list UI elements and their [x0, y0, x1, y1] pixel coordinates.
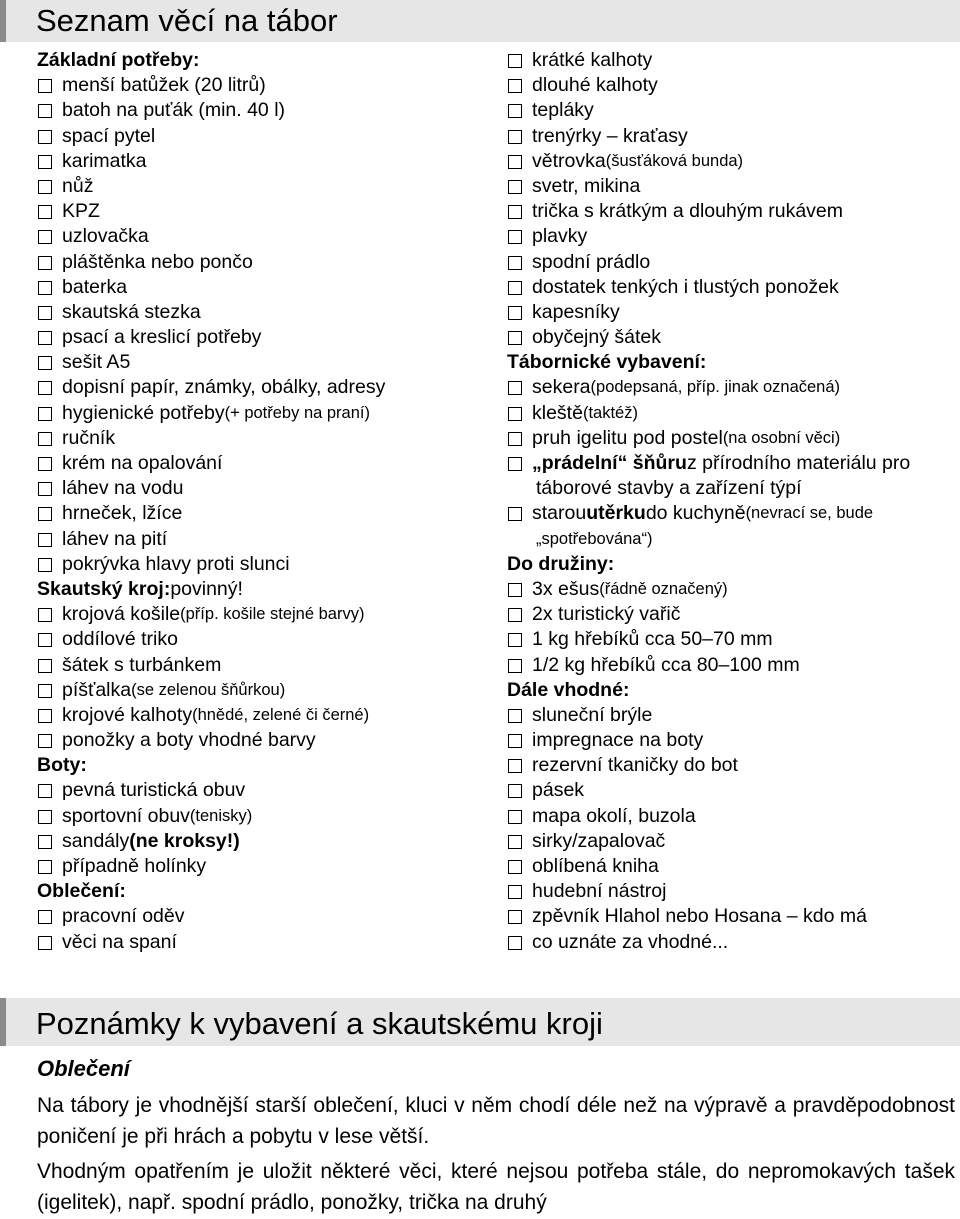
checkbox[interactable] [508, 457, 522, 471]
category-heading [37, 48, 477, 73]
checklist-item [507, 904, 957, 929]
notes-paragraph-1: Na tábory je vhodnější starší oblečení, kluci v něm chodí déle než na výpravě a pravděpodobnost poničení je při hrách a pobytu v lese větší. [37, 1094, 955, 1148]
checklist-item [507, 375, 957, 400]
checkbox[interactable] [508, 205, 522, 219]
checkbox[interactable] [508, 633, 522, 647]
item-text: sandály [62, 829, 130, 852]
item-bold-text: „prádelní“ šňůru [532, 452, 687, 474]
checklist-item [507, 653, 957, 678]
item-text: kapesníky [532, 300, 620, 323]
checkbox[interactable] [38, 835, 52, 849]
item-text: z přírodního materiálu pro [686, 452, 911, 474]
item-text: do kuchyně [645, 502, 746, 525]
checklist-item [507, 174, 957, 199]
checklist-item [507, 577, 957, 602]
item-text: sekera [532, 376, 591, 399]
checkbox[interactable] [508, 104, 522, 118]
checkbox[interactable] [508, 54, 522, 68]
item-text: sešit A5 [62, 351, 131, 374]
checkbox[interactable] [38, 432, 52, 446]
notes-title-bar [0, 998, 960, 1046]
item-text: pracovní oděv [62, 905, 185, 928]
checklist-item [37, 149, 477, 174]
checklist-item [507, 804, 957, 829]
item-bold-text: utěrku [586, 502, 646, 525]
item-text: batoh na puťák (min. 40 l) [62, 99, 286, 122]
item-text: skautská stezka [62, 300, 201, 323]
checklist-item [37, 426, 477, 451]
item-text: dostatek tenkých i tlustých ponožek [532, 275, 839, 298]
checkbox[interactable] [38, 230, 52, 244]
checklist-item [507, 728, 957, 753]
checkbox[interactable] [508, 230, 522, 244]
item-note: (+ potřeby na praní) [224, 403, 370, 422]
checklist-item [37, 778, 477, 803]
checkbox[interactable] [38, 810, 52, 824]
checklist-item [37, 401, 477, 426]
checklist-left-column [37, 48, 477, 955]
checklist-right-column [507, 48, 957, 955]
item-note: (šusťáková bunda) [605, 151, 744, 170]
checkbox[interactable] [38, 784, 52, 798]
item-text: svetr, mikina [532, 174, 641, 197]
item-text: oddílové triko [62, 628, 178, 651]
item-text: plavky [532, 225, 588, 248]
item-text: impregnace na boty [532, 729, 704, 752]
checkbox[interactable] [508, 835, 522, 849]
item-text: zpěvník Hlahol nebo Hosana – kdo má [532, 905, 867, 928]
checkbox[interactable] [38, 860, 52, 874]
checklist-item [507, 627, 957, 652]
checklist-item [37, 728, 477, 753]
checklist-item [507, 451, 957, 476]
checklist-item [507, 703, 957, 728]
checkbox[interactable] [38, 130, 52, 144]
checkbox[interactable] [508, 910, 522, 924]
checklist-item [37, 250, 477, 275]
item-text: dopisní papír, známky, obálky, adresy [62, 376, 386, 399]
checklist-item [37, 678, 477, 703]
checkbox[interactable] [508, 583, 522, 597]
checkbox[interactable] [38, 457, 52, 471]
checkbox[interactable] [38, 684, 52, 698]
checkbox[interactable] [508, 734, 522, 748]
checklist-item [507, 300, 957, 325]
item-note: (taktéž) [582, 403, 638, 422]
checklist-item [507, 325, 957, 350]
checkbox[interactable] [38, 256, 52, 270]
item-text: větrovka [532, 149, 606, 172]
item-text: ponožky a boty vhodné barvy [62, 729, 316, 752]
checklist-item [37, 300, 477, 325]
checklist-item [37, 804, 477, 829]
checklist-item [37, 124, 477, 149]
heading-note: povinný! [170, 577, 243, 600]
item-text: KPZ [62, 200, 100, 223]
item-note: (tenisky) [189, 806, 253, 825]
checkbox[interactable] [38, 709, 52, 723]
checkbox[interactable] [508, 155, 522, 169]
item-text: uzlovačka [62, 225, 149, 248]
checkbox[interactable] [508, 180, 522, 194]
checkbox[interactable] [38, 381, 52, 395]
checkbox[interactable] [508, 281, 522, 295]
item-note: (hnědé, zelené či černé) [192, 705, 370, 724]
checklist-item [37, 829, 477, 854]
checklist-item [507, 401, 957, 426]
checklist-item [37, 224, 477, 249]
category-heading [37, 577, 477, 602]
item-text: pláštěnka nebo pončo [62, 250, 253, 273]
category-heading [507, 350, 957, 375]
list-item-continuation [507, 527, 957, 552]
heading-text: Do družiny: [507, 552, 615, 575]
category-heading [37, 879, 477, 904]
checkbox[interactable] [38, 79, 52, 93]
item-text: trenýrky – kraťasy [532, 124, 688, 147]
checklist-item [37, 904, 477, 929]
heading-text: Boty: [37, 754, 87, 777]
checklist-item [507, 224, 957, 249]
checkbox[interactable] [508, 381, 522, 395]
checklist-item [507, 275, 957, 300]
item-text: oblíbená kniha [532, 855, 659, 877]
checkbox[interactable] [38, 281, 52, 295]
checklist-item [507, 149, 957, 174]
item-text: co uznáte za vhodné... [532, 930, 729, 953]
item-text: táborové stavby a zařízení týpí [536, 477, 802, 500]
checklist-item [37, 930, 477, 955]
category-heading [37, 753, 477, 778]
checklist-item [507, 602, 957, 627]
item-text: šátek s turbánkem [62, 653, 222, 676]
item-text: spací pytel [62, 124, 156, 147]
item-note: (podepsaná, příp. jinak označená) [590, 378, 841, 397]
checkbox[interactable] [508, 659, 522, 673]
checklist-item [37, 703, 477, 728]
checklist-item [37, 451, 477, 476]
heading-text: Oblečení: [37, 880, 126, 903]
checkbox[interactable] [508, 432, 522, 446]
checklist-item [507, 48, 957, 73]
item-text: sluneční brýle [532, 703, 653, 726]
item-text: láhev na pití [62, 527, 168, 550]
item-text: dlouhé kalhoty [532, 74, 658, 97]
checkbox[interactable] [38, 331, 52, 345]
checklist-item [507, 879, 957, 904]
item-text: pruh igelitu pod postel [532, 426, 723, 449]
checkbox[interactable] [38, 482, 52, 496]
checkbox[interactable] [508, 130, 522, 144]
checklist-item [37, 98, 477, 123]
heading-text: Skautský kroj: [37, 577, 171, 600]
checklist-item [507, 73, 957, 98]
checkbox[interactable] [508, 709, 522, 723]
checkbox[interactable] [38, 507, 52, 521]
checkbox[interactable] [508, 79, 522, 93]
item-text: 1 kg hřebíků cca 50–70 mm [532, 628, 773, 651]
item-text: ručník [62, 426, 116, 449]
checkbox[interactable] [38, 608, 52, 622]
item-text: 1/2 kg hřebíků cca 80–100 mm [532, 653, 800, 676]
checkbox[interactable] [508, 407, 522, 421]
checklist-item [507, 426, 957, 451]
checklist-item [37, 174, 477, 199]
checklist-item [37, 476, 477, 501]
item-text: spodní prádlo [532, 250, 651, 273]
notes-subtitle: Oblečení [37, 1056, 130, 1081]
item-text: starou [532, 502, 587, 525]
item-text: kleště [532, 401, 583, 424]
checkbox[interactable] [508, 885, 522, 899]
page-title: Seznam věcí na tábor [36, 3, 338, 38]
item-note: (na osobní věci) [722, 428, 841, 447]
checkbox[interactable] [38, 659, 52, 673]
checklist-item [37, 653, 477, 678]
heading-text: Dále vhodné: [507, 678, 630, 701]
checklist-item [37, 501, 477, 526]
checklist-item [507, 778, 957, 803]
checkbox[interactable] [38, 155, 52, 169]
checklist-item [507, 199, 957, 224]
checkbox[interactable] [508, 331, 522, 345]
heading-text: Tábornické vybavení: [507, 351, 707, 374]
item-text: 3x ešus [532, 577, 600, 600]
checklist-item [507, 753, 957, 778]
item-bold-text: (ne kroksy!) [129, 829, 240, 852]
checkbox[interactable] [38, 936, 52, 950]
checklist-item [507, 501, 957, 526]
item-text: obyčejný šátek [532, 326, 661, 349]
checklist-item [507, 98, 957, 123]
item-text: hygienické potřeby [62, 401, 225, 424]
item-text: trička s krátkým a dlouhým rukávem [532, 200, 844, 223]
checkbox[interactable] [38, 306, 52, 320]
checklist-item [37, 375, 477, 400]
item-note: (se zelenou šňůrkou) [131, 680, 286, 699]
checkbox[interactable] [38, 533, 52, 547]
category-heading [507, 552, 957, 577]
item-text: láhev na vodu [62, 477, 184, 500]
page-title-bar [0, 0, 960, 42]
checklist-item [507, 250, 957, 275]
checkbox[interactable] [508, 507, 522, 521]
item-text: krátké kalhoty [532, 49, 653, 71]
checkbox[interactable] [38, 558, 52, 572]
item-text: případně holínky [62, 855, 207, 877]
heading-text: Základní potřeby: [37, 49, 200, 71]
item-text: věci na spaní [62, 930, 177, 953]
checkbox[interactable] [508, 936, 522, 950]
checkbox[interactable] [508, 608, 522, 622]
item-text: hudební nástroj [532, 880, 667, 903]
checkbox[interactable] [508, 860, 522, 874]
checklist-item [37, 552, 477, 577]
checkbox[interactable] [38, 407, 52, 421]
category-heading [507, 678, 957, 703]
item-text: tepláky [532, 99, 594, 122]
notes-title: Poznámky k vybavení a skautskému kroji [36, 1006, 603, 1041]
item-text: psací a kreslicí potřeby [62, 326, 262, 349]
checkbox[interactable] [38, 356, 52, 370]
checklist-item [507, 829, 957, 854]
checklist-item [37, 527, 477, 552]
checklist-item [507, 854, 957, 879]
checkbox[interactable] [508, 256, 522, 270]
checkbox[interactable] [38, 734, 52, 748]
checkbox[interactable] [38, 205, 52, 219]
item-text: mapa okolí, buzola [532, 804, 696, 827]
checklist-item [507, 124, 957, 149]
checklist-item [507, 930, 957, 955]
item-text: krém na opalování [62, 452, 223, 474]
checklist-item [37, 350, 477, 375]
item-note: „spotřebována“) [536, 529, 653, 548]
checklist-item [37, 73, 477, 98]
item-text: krojová košile [62, 603, 181, 626]
checkbox[interactable] [508, 784, 522, 798]
notes-paragraph-2: Vhodným opatřením je uložit některé věci, které nejsou potřeba stále, do nepromokavých tašek (igelitek), např. spodní prádlo, ponožky, trička na druhý [37, 1160, 955, 1214]
item-text: karimatka [62, 149, 147, 172]
checkbox[interactable] [38, 633, 52, 647]
item-text: píšťalka [62, 678, 132, 701]
item-text: 2x turistický vařič [532, 603, 681, 626]
item-text: sirky/zapalovač [532, 829, 666, 852]
item-text: menší batůžek (20 litrů) [62, 74, 266, 97]
checkbox[interactable] [38, 910, 52, 924]
checkbox[interactable] [508, 810, 522, 824]
checklist-item [37, 199, 477, 224]
checklist-item [37, 275, 477, 300]
checkbox[interactable] [38, 104, 52, 118]
item-text: hrneček, lžíce [62, 502, 183, 525]
checklist-item [37, 602, 477, 627]
item-text: krojové kalhoty [62, 703, 193, 726]
item-text: pokrývka hlavy proti slunci [62, 552, 290, 575]
item-text: nůž [62, 174, 94, 197]
item-text: rezervní tkaničky do bot [532, 754, 738, 777]
item-note: (příp. košile stejné barvy) [180, 605, 365, 624]
checklist-item [37, 325, 477, 350]
item-note: (nevrací se, bude [745, 504, 874, 523]
checkbox[interactable] [508, 759, 522, 773]
item-text: pásek [532, 779, 585, 802]
checkbox[interactable] [38, 180, 52, 194]
item-text: sportovní obuv [62, 804, 190, 827]
checklist-item [37, 627, 477, 652]
item-text: pevná turistická obuv [62, 779, 246, 802]
checklist-item [37, 854, 477, 879]
item-text: baterka [62, 275, 128, 298]
item-note: (řádně označený) [599, 579, 728, 598]
checkbox[interactable] [508, 306, 522, 320]
list-item-continuation [507, 476, 957, 501]
